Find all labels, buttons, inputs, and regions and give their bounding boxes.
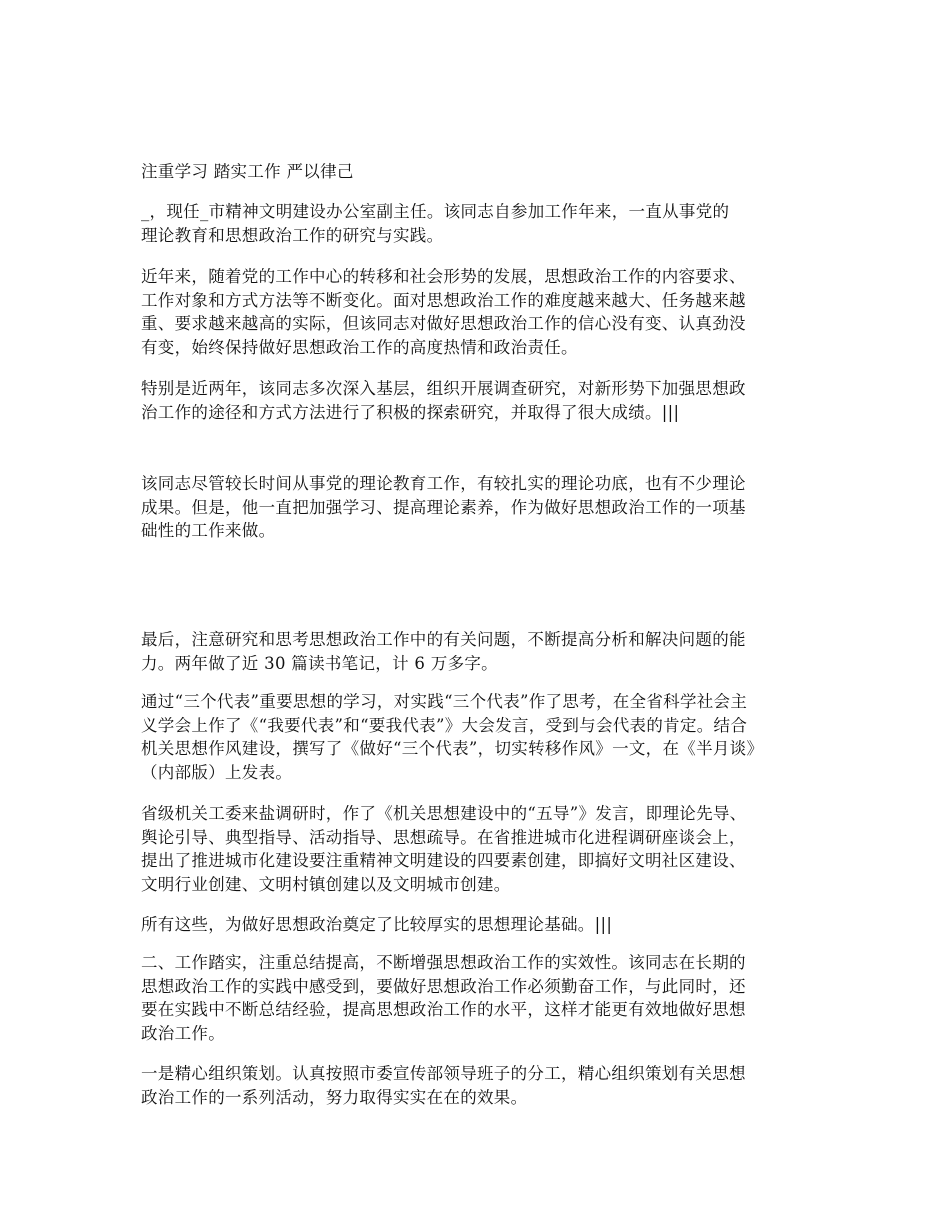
paragraph-line: 力。两年做了近 30 篇读书笔记，计 6 万多字。: [141, 653, 498, 673]
paragraph-line: 要在实践中不断总结经验，提高思想政治工作的水平，这样才能更有效地做好思想: [141, 1000, 746, 1019]
paragraph-9: [141, 951, 827, 1045]
paragraph-line: 工作对象和方式方法等不断变化。面对思想政治工作的难度越来越大、任务越来越: [141, 290, 746, 310]
paragraph-line: 通过“三个代表”重要思想的学习，对实践“三个代表”作了思考，在全省科学社会主: [141, 692, 748, 711]
paragraph-line: 舆论引导、典型指导、活动指导、思想疏导。在省推进城市化进程调研座谈会上，: [141, 827, 746, 847]
paragraph-8: [141, 913, 827, 937]
paragraph-line: _，现任_市精神文明建设办公室副主任。该同志自参加工作年来，一直从事党的: [141, 202, 730, 221]
paragraph-line: 理论教育和思想政治工作的研究与实践。: [141, 225, 444, 245]
paragraph-line: 近年来，随着党的工作中心的转移和社会形势的发展，思想政治工作的内容要求、: [141, 267, 746, 286]
paragraph-1: [141, 200, 827, 247]
paragraph-line: 重、要求越来越高的实际，但该同志对做好思想政治工作的信心没有变、认真劲没: [141, 314, 746, 333]
paragraph-3: [141, 377, 827, 424]
paragraph-line: 政治工作。: [141, 1023, 225, 1043]
paragraph-line: 成果。但是，他一直把加强学习、提高理论素养，作为做好思想政治工作的一项基: [141, 497, 746, 517]
paragraph-6: [141, 690, 827, 784]
paragraph-line: 特别是近两年，该同志多次深入基层，组织开展调查研究，对新形势下加强思想政: [141, 379, 746, 398]
paragraph-line: 有变，始终保持做好思想政治工作的高度热情和政治责任。: [141, 337, 578, 357]
paragraph-line: （内部版）上发表。: [141, 762, 293, 782]
paragraph-line: 思想政治工作的实践中感受到，要做好思想政治工作必须勤奋工作，与此同时，还: [141, 976, 746, 996]
paragraph-line: 一是精心组织策划。认真按照市委宣传部领导班子的分工，精心组织策划有关思想: [141, 1064, 746, 1083]
document-title: [141, 160, 827, 184]
paragraph-5: [141, 628, 827, 675]
paragraph-4: [141, 472, 827, 543]
paragraph-line: 础性的工作来做。: [141, 521, 276, 540]
paragraph-line: 治工作的途径和方式方法进行了积极的探索研究，并取得了很大成绩。|||: [141, 402, 680, 422]
paragraph-line: 省级机关工委来盐调研时，作了《机关思想建设中的“五导”》发言，即理论先导、: [141, 804, 747, 823]
paragraph-line: 最后，注意研究和思考思想政治工作中的有关问题，不断提高分析和解决问题的能: [141, 630, 746, 649]
paragraph-10: [141, 1062, 827, 1109]
title-text: 注重学习 踏实工作 严以律己: [141, 162, 354, 181]
paragraph-line: 义学会上作了《“我要代表”和“要我代表”》大会发言，受到与会代表的肯定。结合: [141, 715, 748, 735]
paragraph-line: 该同志尽管较长时间从事党的理论教育工作，有较扎实的理论功底，也有不少理论: [141, 474, 746, 493]
paragraph-line: 提出了推进城市化建设要注重精神文明建设的四要素创建，即搞好文明社区建设、: [141, 851, 746, 870]
paragraph-line: 文明行业创建、文明村镇创建以及文明城市创建。: [141, 874, 511, 894]
paragraph-line: 政治工作的一系列活动，努力取得实实在在的效果。: [141, 1087, 528, 1107]
paragraph-2: [141, 265, 827, 359]
paragraph-7: [141, 802, 827, 896]
paragraph-line: 二、工作踏实，注重总结提高，不断增强思想政治工作的实效性。该同志在长期的: [141, 953, 746, 972]
paragraph-line: 所有这些，为做好思想政治奠定了比较厚实的思想理论基础。|||: [141, 915, 613, 934]
paragraph-line: 机关思想作风建设，撰写了《做好“三个代表”，切实转移作风》一文，在《半月谈》: [141, 739, 764, 758]
